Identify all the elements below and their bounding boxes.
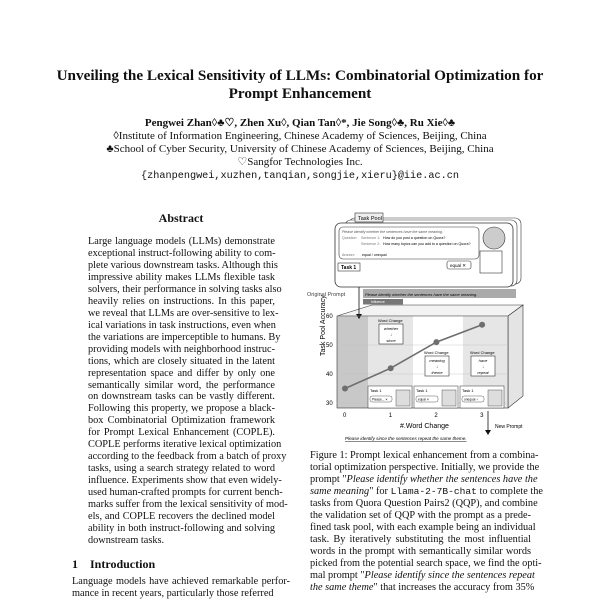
new-prompt: Please identify since the sentences repeat the same theme. [345,436,467,441]
affiliation: ◊Institute of Information Engineering, Chinese Academy of Sciences, Beijing, China [113,130,487,142]
word-from: meaning [429,358,445,363]
sentence-1: How do you post a question on Quora? [383,236,446,240]
abstract-line: semantically similar word, the performance [88,379,275,391]
abstract-line: representation space and differ by only one [88,367,275,379]
word-change-label: Word Change [378,318,403,323]
optimal-prompt-quote: Please identify since the sentences repeat [364,570,535,581]
caption-line: words in the prompt with semantically similar words [310,546,531,557]
cat-icon [396,390,410,406]
abstract-line: Following this property, we propose a black- [88,403,275,415]
abstract-line: marks suffer from the lexical sensitivity of mod- [88,499,288,511]
x-tick-label: 0 [343,413,347,419]
caption-line: tasks from Quora Question Pairs2 (QQP), and combine [310,498,538,509]
abstract-line: tasks, using a search strategy related to word [88,463,275,475]
caption-line: task. By iteratively substituting the most influential [310,534,531,545]
arrow-down-icon: ↓ [390,332,392,337]
caption-line [310,486,543,498]
word-to: repeat [477,370,489,375]
abstract-line: downstream tasks. [88,535,165,546]
new-prompt-label: New Prompt [495,424,523,430]
s1-label: Sentence 1: [361,236,381,240]
mini-task-title: Task 1 [462,388,474,393]
abstract-line: els, and COPLE recovers the declined model [88,511,275,523]
abstract-heading: Abstract [158,211,204,225]
abstract-line: impressive ability makes LLMs flexible task [88,271,275,283]
abstract-line: we reveal that LLMs are over-sensitive to lex- [88,307,279,319]
abstract-line: used human-crafted prompts for current bench- [88,487,283,499]
x-axis-label: #.Word Change [400,423,449,430]
y-tick-label: 60 [326,314,333,320]
pool-prompt: Please identify whether the sentences have the same meaning. [342,230,443,234]
abstract-line: exceptional instruct-following ability to com- [88,247,276,259]
affiliation: ♣School of Cyber Security, University of Chinese Academy of Sciences, Beijing, China [106,143,494,155]
caption-line [310,582,535,594]
mini-response: equal ✕ [418,397,430,402]
abstract-line: according to the feedback from a batch of proxy [88,451,287,463]
y-tick-label: 40 [326,372,333,378]
answer-label: Answer: [342,253,355,257]
abstract-line: on downstream tasks can be vastly different. [88,391,275,403]
data-point [342,386,348,392]
x-tick-label: 1 [388,413,393,419]
intro-line: Language models have achieved remarkable perfor- [72,576,290,587]
title-line: Unveiling the Lexical Sensitivity of LLMs: Combinatorial Optimization for [56,67,544,84]
word-change-label: Word Change [424,350,449,355]
abstract-line: the variations are imperceptible to humans. By [88,331,281,343]
face-emoji-icon [483,227,505,249]
figure-1 [305,206,535,446]
s2-label: Sentence 2: [361,242,381,246]
abstract-line: heavily relies on instructions. In this paper, [88,295,275,307]
abstract-line: ability in both instruct-following and solving [88,523,275,535]
caption-line: the validation set of QQP with the prompt as a prede- [310,510,531,521]
original-prompt-label: Original Prompt [307,292,346,298]
caption-line: fined task pool, with each example being an individual [310,522,536,533]
caption-line [310,474,538,486]
mini-response: unequal ✓ [464,397,479,402]
data-point [479,322,485,328]
task1-label: Task 1 [341,265,357,271]
mini-response: Please... ✕ [372,397,388,402]
sentence-2: How many topics can you add to a question on Quora? [383,242,471,246]
x-tick-label: 3 [480,413,484,419]
x-tick-label: 2 [434,413,438,419]
task-pool [335,213,521,287]
word-from: whether [383,326,399,331]
data-point [388,365,394,371]
authors: Pengwei Zhan◊♣♡, Zhen Xu◊, Qian Tan◊*, Jie Song◊♣, Ru Xie◊♣ [144,117,456,129]
original-prompt-quote: same meaning [310,486,370,497]
caption-line: Figure 1: Prompt lexical enhancement from a combina- [310,450,539,461]
data-point [433,339,439,345]
abstract-line: for Prompt Lexical Enhancement (COPLE). [88,427,275,439]
cat-icon [480,251,502,273]
abstract-line: Large language models (LLMs) demonstrate [88,236,275,247]
abstract-line: box Combinatorial Optimization framework [88,415,275,427]
y-tick-label: 30 [326,401,333,407]
paper-title [40,67,560,103]
arrow-down-icon: ↓ [436,364,438,369]
word-to: since [386,338,396,343]
influence-label: Influence [371,300,385,305]
mini-task-title: Task 1 [370,388,382,393]
title-line: Prompt Enhancement [228,85,372,102]
answer: equal / unequal [362,253,387,257]
caption-line: picked from the potential search space, we find the opti- [310,558,542,569]
arrow-down-icon: ↓ [482,364,484,369]
abstract-line: COPLE performs iterative lexical optimization [88,439,282,451]
caption-line [310,570,535,582]
caption-text: prompt " [310,474,347,485]
question-label: Question: [342,236,358,240]
section-heading: Introduction [90,557,156,571]
response: equal ✕ [450,263,467,268]
word-from: have [478,358,488,363]
caption-text: " that increases the accuracy from 35% [373,582,535,593]
abstract-line: tions, which are closely situated in the latent [88,355,275,367]
intro-line: mance in recent years, particularly those referred [72,588,274,599]
optimal-prompt-quote: the same theme [310,582,374,593]
word-change-label: Word Change [470,350,495,355]
y-axis-label: Task Pool Accuracy [320,295,327,356]
cat-icon [442,390,456,406]
y-tick-label: 50 [326,343,333,349]
caption-text: mal prompt " [310,570,365,581]
mini-task-title: Task 1 [416,388,428,393]
section-number: 1 [72,557,78,571]
caption-text: " for [369,486,391,497]
caption-text: to complete the [476,486,543,497]
cat-icon [488,390,502,406]
emails: {zhanpengwei,xuzhen,tanqian,songjie,xieru}@iie.ac.cn [141,171,459,182]
original-prompt-quote: Please identify whether the sentences have the [346,474,538,485]
abstract-line: solvers, their performance in solving tasks also [88,283,282,295]
task-pool-label: Task Pool [358,216,382,222]
affiliation: ♡Sangfor Technologies Inc. [237,156,363,168]
abstract-line: plete various downstream tasks. Although this [88,259,278,271]
caption-line: torial optimization perspective. Initially, we provide the [310,462,540,473]
model-name: Llama-2-7B-chat [390,486,477,497]
abstract-line: influence. Experiments show that even widely- [88,475,282,487]
original-prompt: Please identify whether the sentences have the same meaning. [365,292,478,297]
abstract-line: providing models with neighborhood instruc- [88,343,276,355]
word-to: theme [431,370,443,375]
abstract-line: ical variations in task instructions, even when [88,319,276,331]
